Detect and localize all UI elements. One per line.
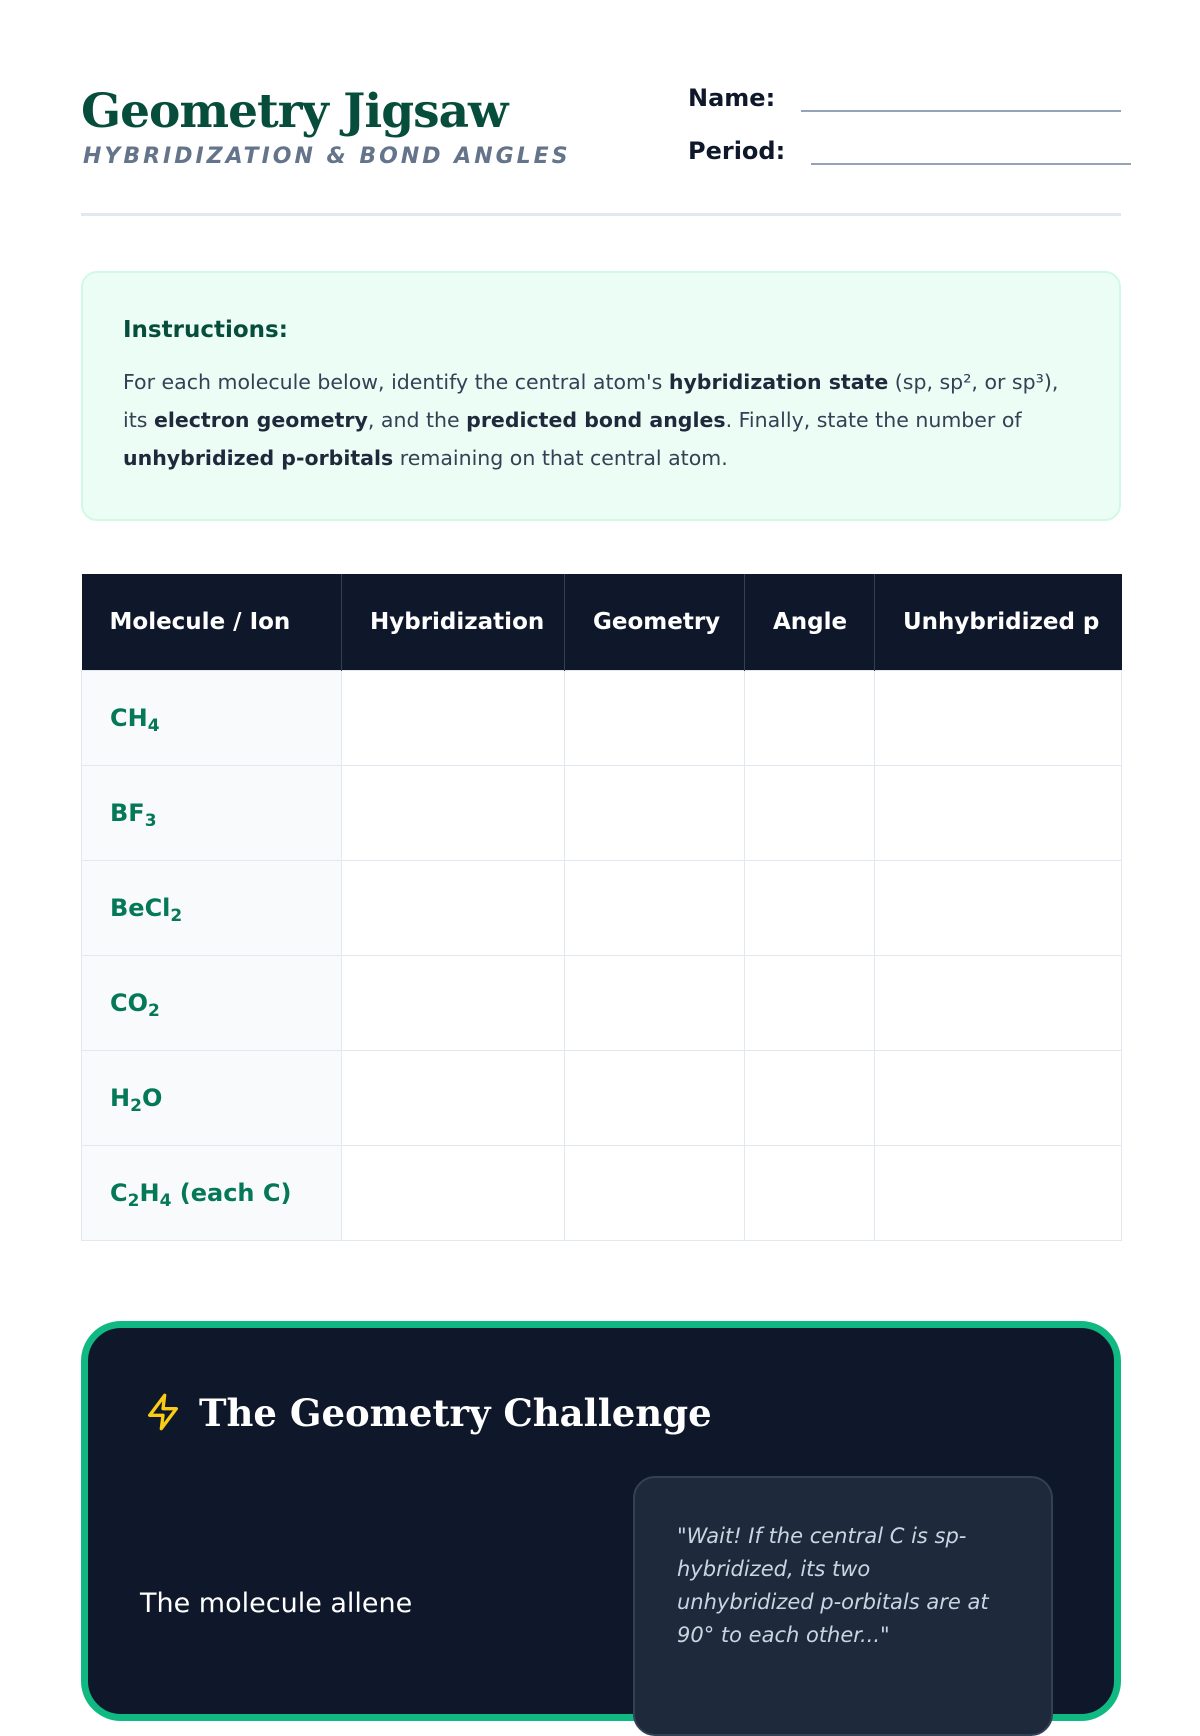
col-header-unhybridized-p: Unhybridized p bbox=[875, 574, 1122, 670]
answer-cell-angle[interactable] bbox=[745, 860, 875, 955]
period-field bbox=[688, 137, 1131, 165]
molecule-cell: $BF_3$ bbox=[82, 765, 342, 860]
molecule-cell: BeCl$_2$ bbox=[82, 860, 342, 955]
molecule-cell: $C_2H_4$ (each C) bbox=[82, 1145, 342, 1240]
answer-cell-hybridization[interactable] bbox=[342, 670, 565, 765]
instructions-title: Instructions: bbox=[123, 317, 288, 343]
name-line[interactable] bbox=[801, 90, 1121, 112]
answer-cell-angle[interactable] bbox=[745, 765, 875, 860]
instr-segment: . Finally, state the number of bbox=[725, 408, 1022, 432]
col-header-hybridization: Hybridization bbox=[342, 574, 565, 670]
col-header-angle: Angle bbox=[745, 574, 875, 670]
instr-segment: remaining on that central atom. bbox=[393, 446, 728, 470]
period-line[interactable] bbox=[811, 143, 1131, 165]
answer-table bbox=[81, 574, 1122, 1241]
answer-cell-unhybridized-p[interactable] bbox=[875, 670, 1122, 765]
answer-table-wrapper bbox=[81, 574, 1121, 1241]
instr-emphasis-p-orbitals: unhybridized p-orbitals bbox=[123, 446, 394, 470]
worksheet-page bbox=[81, 0, 1121, 1647]
lightning-bolt-icon bbox=[143, 1392, 183, 1432]
answer-cell-angle[interactable] bbox=[745, 670, 875, 765]
instr-emphasis-angles: predicted bond angles bbox=[466, 408, 726, 432]
challenge-quote: "Wait! If the central C is sp-hybridized, its two unhybridized p-orbitals are at 90° to each other..." bbox=[633, 1476, 1053, 1736]
molecule-cell: $H_2O$ bbox=[82, 1050, 342, 1145]
challenge-title: The Geometry Challenge bbox=[199, 1391, 712, 1435]
name-field bbox=[688, 84, 1121, 112]
challenge-card bbox=[81, 1321, 1121, 1721]
answer-cell-angle[interactable] bbox=[745, 955, 875, 1050]
answer-cell-hybridization[interactable] bbox=[342, 765, 565, 860]
answer-cell-unhybridized-p[interactable] bbox=[875, 1145, 1122, 1240]
answer-cell-unhybridized-p[interactable] bbox=[875, 1050, 1122, 1145]
table-header-row bbox=[82, 574, 1122, 670]
period-label: Period: bbox=[688, 137, 786, 165]
answer-cell-geometry[interactable] bbox=[565, 1050, 745, 1145]
instr-segment: , and the bbox=[367, 408, 467, 432]
molecule-cell: $CO_2$ bbox=[82, 955, 342, 1050]
answer-cell-geometry[interactable] bbox=[565, 1145, 745, 1240]
instr-segment: For each molecule below, identify the central atom's bbox=[123, 370, 669, 394]
answer-cell-geometry[interactable] bbox=[565, 860, 745, 955]
answer-cell-hybridization[interactable] bbox=[342, 955, 565, 1050]
name-label: Name: bbox=[688, 84, 776, 112]
table-row bbox=[82, 670, 1122, 765]
instr-emphasis-geometry: electron geometry bbox=[153, 408, 368, 432]
answer-cell-angle[interactable] bbox=[745, 1050, 875, 1145]
answer-cell-angle[interactable] bbox=[745, 1145, 875, 1240]
answer-cell-unhybridized-p[interactable] bbox=[875, 765, 1122, 860]
answer-cell-geometry[interactable] bbox=[565, 955, 745, 1050]
col-header-geometry: Geometry bbox=[565, 574, 745, 670]
instructions-box bbox=[81, 271, 1121, 521]
molecule-cell: $CH_4$ bbox=[82, 670, 342, 765]
table-row bbox=[82, 1145, 1122, 1240]
table-row bbox=[82, 860, 1122, 955]
col-header-molecule: Molecule / Ion bbox=[82, 574, 342, 670]
table-row bbox=[82, 955, 1122, 1050]
table-row bbox=[82, 765, 1122, 860]
instr-emphasis-hybridization: hybridization state bbox=[668, 370, 889, 394]
page-title: Geometry Jigsaw bbox=[81, 84, 508, 139]
answer-cell-hybridization[interactable] bbox=[342, 1050, 565, 1145]
table-row bbox=[82, 1050, 1122, 1145]
worksheet-header bbox=[81, 0, 1121, 216]
answer-cell-geometry[interactable] bbox=[565, 765, 745, 860]
instr-segment: (sp, sp², or sp³), its bbox=[123, 370, 1059, 432]
instructions-text bbox=[123, 363, 1079, 477]
answer-cell-geometry[interactable] bbox=[565, 670, 745, 765]
answer-cell-unhybridized-p[interactable] bbox=[875, 860, 1122, 955]
page-subtitle: HYBRIDIZATION & BOND ANGLES bbox=[83, 144, 571, 169]
challenge-text: The molecule allene bbox=[140, 1588, 413, 1619]
answer-cell-hybridization[interactable] bbox=[342, 860, 565, 955]
answer-cell-unhybridized-p[interactable] bbox=[875, 955, 1122, 1050]
answer-cell-hybridization[interactable] bbox=[342, 1145, 565, 1240]
